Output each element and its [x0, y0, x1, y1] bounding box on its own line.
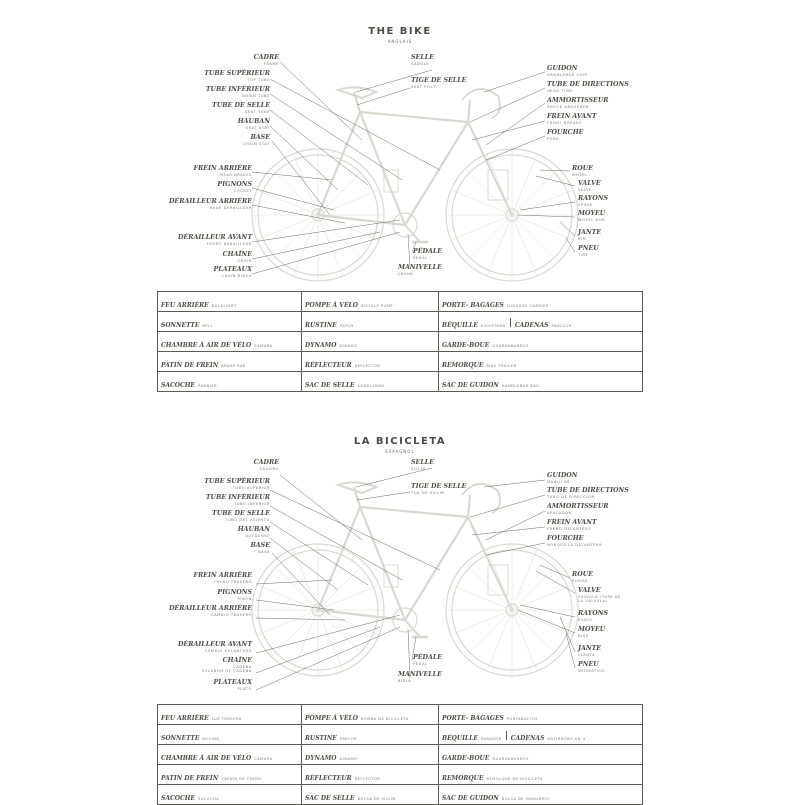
label-plateaux [214, 267, 252, 278]
term-fr: SAC DE SELLE [305, 795, 355, 802]
table-cell [302, 785, 439, 805]
table-cell [439, 745, 643, 765]
term-translation: LUGGAGE CARRIER [506, 304, 549, 308]
label-frein-arriere [193, 166, 252, 177]
label-fr: DÉRAILLEUR ARRIÈRE [168, 605, 252, 612]
term-translation: PADLOCK [551, 324, 572, 328]
label-pedale [413, 249, 442, 260]
label-translation: PEDAL [413, 255, 428, 260]
label-ammortisseur [547, 504, 609, 515]
label-frein-arriere [193, 573, 252, 584]
term-fr: BÉQUILLE [442, 735, 478, 742]
sheet-subtitle: ESPAGNOL [385, 449, 415, 454]
label-fr: ROUE [572, 571, 594, 578]
label-pignons [217, 182, 252, 193]
label-fr: FOURCHE [547, 129, 584, 136]
label-tige-de-selle [411, 78, 466, 89]
term-translation: BOCINA [202, 737, 220, 741]
term-fr: SAC DE SELLE [305, 382, 355, 389]
table-row [158, 705, 643, 725]
label-fr: PLATEAUX [213, 266, 252, 273]
label-fr: MANIVELLE [398, 264, 442, 271]
term-translation: CAMARA [254, 757, 273, 761]
label-fr: TUBE DE SELLE [212, 510, 270, 517]
label-fr: AMMORTISSEUR [547, 503, 609, 510]
label-fr: PÉDALE [413, 248, 443, 255]
term-fr: PORTE- BAGAGES [442, 715, 504, 722]
label-translation: MANILLAR [547, 479, 571, 484]
label-translation: LLANTA [578, 652, 596, 657]
term-fr: BÉQUILLE [442, 322, 478, 329]
table-cell [158, 352, 302, 372]
table-cell [158, 292, 302, 312]
label-cadre [254, 55, 279, 66]
table-cell [439, 785, 643, 805]
label-translation: REAR BRAKES [220, 172, 252, 177]
label-tube-superieur [204, 71, 270, 82]
label-fr: TUBE SUPÉRIEUR [204, 70, 270, 77]
label-translation: PIÑON [237, 596, 252, 601]
label-translation: FRONT BREAKS [547, 120, 582, 125]
label-fr: SELLE [411, 459, 435, 466]
label-fr: VALVE [578, 180, 601, 187]
label-translation: CUADRO [259, 466, 279, 471]
table-row [158, 745, 643, 765]
term-translation: LUZ TRASERA [211, 717, 242, 721]
term-fr: SACOCHE [161, 382, 196, 389]
label-fr: PIGNONS [217, 181, 252, 188]
glossary-table [157, 704, 643, 805]
label-fr: PIGNONS [217, 589, 252, 596]
label-translation: SHOCK ABSORBER [547, 104, 589, 109]
label-fr: TUBE INFÉRIEUR [205, 86, 270, 93]
label-manivelle [398, 672, 442, 683]
term-fr: FEU ARRIÈRE [161, 715, 209, 722]
label-fr: TUBE DE SELLE [212, 102, 270, 109]
label-fr: CHAÎNE [222, 657, 252, 664]
term-fr: SAC DE GUIDON [442, 382, 499, 389]
label-derailleur-arriere [169, 199, 252, 210]
sheet-english [0, 10, 800, 390]
term-translation: DINAMO [339, 757, 358, 761]
label-translation: NEUMATICO [578, 668, 605, 673]
term-fr: PORTE- BAGAGES [442, 302, 504, 309]
table-cell [302, 372, 439, 392]
term-fr: RUSTINE [305, 735, 337, 742]
term-fr: RÉFLECTEUR [305, 775, 352, 782]
term-fr: PATIN DE FREIN [161, 362, 219, 369]
label-roue [572, 166, 593, 177]
label-translation: RIM [578, 236, 587, 241]
label-fr: BASE [250, 134, 270, 141]
label-translation: BUJE [578, 633, 589, 638]
label-translation: QUEDANSE [245, 533, 270, 538]
label-translation: CRANK [398, 271, 414, 276]
label-fr: FREIN ARRIÈRE [193, 165, 252, 172]
term-fr: RÉFLECTEUR [305, 362, 352, 369]
label-translation: CHAIN STAY [242, 141, 270, 146]
label-translation: FRAME [263, 61, 279, 66]
label-chaine [202, 658, 252, 674]
label-translation: COCKET [233, 188, 252, 193]
label-translation: VALVULA (TAPA DE [578, 594, 622, 599]
term-translation: PARCHE [339, 737, 358, 741]
label-valve [578, 588, 621, 604]
term-fr: CADENAS [510, 735, 545, 742]
term-translation: HANDLEBAR BAG [501, 384, 540, 388]
label-translation: REAR DERAILLEUR [209, 205, 252, 210]
term-fr: GARDE-BOUE [442, 755, 490, 762]
label-fr: MANIVELLE [398, 671, 442, 678]
table-cell [302, 312, 439, 332]
label-fr: TUBE INFÉRIEUR [205, 494, 270, 501]
cell-divider [506, 731, 507, 740]
label-derailleur-avant [178, 642, 252, 653]
label-translation: SILLIN [411, 466, 426, 471]
label-fr: TUBE DE DIRECTIONS [547, 487, 629, 494]
term-fr: POMPE À VÉLO [305, 302, 358, 309]
table-cell [302, 765, 439, 785]
label-translation: CHAIN [237, 258, 252, 263]
label-fr: AMMORTISSEUR [547, 97, 609, 104]
term-translation: BOMBA DE BICICLETA [360, 717, 409, 721]
label-fr: DÉRAILLEUR AVANT [177, 234, 252, 241]
label-fr: DÉRAILLEUR ARRIÈRE [168, 198, 252, 205]
label-fourche [547, 130, 583, 141]
term-translation: ZAPATA DE FRENO [221, 777, 262, 781]
label-translation: BASE [258, 549, 270, 554]
label-fourche [547, 536, 602, 547]
label-frein-avant [547, 114, 597, 125]
label-valve [578, 181, 601, 192]
label-pignons [217, 590, 252, 601]
label-fr: HAUBAN [237, 118, 270, 125]
label-rayons [578, 196, 608, 207]
term-fr: CADENAS [514, 322, 549, 329]
label-guidon [547, 473, 578, 484]
label-translation: WHEEL [572, 172, 588, 177]
table-cell [302, 332, 439, 352]
table-cell [158, 765, 302, 785]
glossary-table [157, 291, 643, 392]
term-fr: REMORQUE [442, 775, 484, 782]
term-fr: SONNETTE [161, 322, 200, 329]
label-jante [578, 230, 601, 241]
label-translation: RADIO [578, 617, 593, 622]
table-cell [158, 785, 302, 805]
table-cell [439, 372, 643, 392]
label-selle [411, 460, 434, 471]
cell-divider [510, 318, 511, 327]
table-cell [439, 312, 643, 332]
label-fr: FOURCHE [547, 535, 584, 542]
term-fr: REMORQUE [442, 362, 484, 369]
label-fr: JANTE [578, 645, 602, 652]
term-translation: SACOCHA [198, 797, 220, 801]
label-fr: DÉRAILLEUR AVANT [177, 641, 252, 648]
term-translation: REMOLQUE DE BICICLETA [486, 777, 543, 781]
term-translation: KICKSTAND [480, 324, 506, 328]
label-fr: RAYONS [578, 195, 609, 202]
sheet-subtitle: ANGLAIS [387, 39, 413, 44]
sheet-title: THE BIKE [368, 26, 432, 37]
term-translation: REFLECTOR [354, 777, 381, 781]
label-translation: SEAT POST [411, 84, 436, 89]
table-cell [158, 745, 302, 765]
label-translation: RUEDA [572, 578, 588, 583]
label-fr: PNEU [578, 661, 599, 668]
term-fr: SACOCHE [161, 795, 196, 802]
table-cell [158, 312, 302, 332]
label-translation: FRONT DERAILLEUR [206, 241, 252, 246]
label-hauban [238, 119, 270, 130]
label-base [250, 543, 270, 554]
table-cell [439, 332, 643, 352]
label-translation: PEDAL [413, 661, 428, 666]
term-translation: BIKE TRAILER [486, 364, 517, 368]
label-fr: CADRE [253, 54, 279, 61]
label-translation: FRENO DELANTERO [547, 526, 592, 531]
label-fr: BASE [250, 542, 270, 549]
table-cell [439, 292, 643, 312]
label-translation: TIJA DE SILLIN [411, 490, 445, 495]
term-translation: PATCH [339, 324, 354, 328]
label-translation: SADDLE [411, 61, 430, 66]
label-tube-de-selle [212, 511, 270, 522]
term-translation: BOLSA DE MANUBRIO [501, 797, 550, 801]
label-ammortisseur [547, 98, 609, 109]
label-translation: TUBO DEL ASIENTO [225, 517, 270, 522]
label-translation: PLATO [237, 686, 252, 691]
label-jante [578, 646, 601, 657]
label-pneu [578, 246, 599, 257]
table-cell [439, 705, 643, 725]
label-fr: TIGE DE SELLE [411, 483, 467, 490]
term-fr: CHAMBRE À AIR DE VÉLO [161, 755, 252, 762]
term-translation: PANNIER [198, 384, 218, 388]
label-tube-de-selle [212, 103, 270, 114]
table-cell [439, 725, 643, 745]
term-fr: FEU ARRIÈRE [161, 302, 209, 309]
term-translation: DINAMO [339, 344, 358, 348]
label-fr: MOYEU [578, 210, 606, 217]
label-fr: RAYONS [578, 610, 609, 617]
term-translation: CAMARA [254, 344, 273, 348]
label-rayons [578, 611, 608, 622]
table-cell [302, 725, 439, 745]
label-chaine [223, 252, 252, 263]
term-translation: PARADOR [480, 737, 502, 741]
label-translation: WHEEL HUB [578, 217, 606, 222]
term-fr: PATIN DE FREIN [161, 775, 219, 782]
label-roue [572, 572, 593, 583]
label-fr: CADRE [253, 459, 279, 466]
term-translation: GUARDABARROS [492, 757, 529, 761]
label-translation: FORK [547, 136, 560, 141]
term-translation: BOLSA DE SILLIN [357, 797, 396, 801]
label-tube-superieur [204, 479, 270, 490]
term-fr: CHAMBRE À AIR DE VÉLO [161, 342, 252, 349]
table-cell [158, 705, 302, 725]
label-fr: ROUE [572, 165, 594, 172]
term-translation: BICYCLE PUMP [360, 304, 393, 308]
table-cell [302, 292, 439, 312]
label-fr: SELLE [411, 54, 435, 61]
table-cell [158, 372, 302, 392]
label-fr: FREIN AVANT [547, 519, 597, 526]
label-translation: CADENA [233, 664, 252, 669]
term-translation: BACKLIGHT [211, 304, 237, 308]
term-fr: SAC DE GUIDON [442, 795, 499, 802]
label-tube-inferieur [206, 495, 270, 506]
term-translation: BELL [202, 324, 214, 328]
label-tige-de-selle [411, 484, 466, 495]
label-fr: GUIDON [547, 65, 578, 72]
label-derailleur-arriere [169, 606, 252, 617]
term-fr: SONNETTE [161, 735, 200, 742]
label-translation: TOP TUBE [247, 77, 270, 82]
label-fr: FREIN ARRIÈRE [193, 572, 252, 579]
table-row [158, 372, 643, 392]
label-fr: JANTE [578, 229, 602, 236]
label-base [243, 135, 270, 146]
table-row [158, 292, 643, 312]
table-row [158, 765, 643, 785]
label-fr: PNEU [578, 245, 599, 252]
label-frein-avant [547, 520, 597, 531]
table-row [158, 725, 643, 745]
label-fr: VALVE [578, 587, 601, 594]
label-moyeu [578, 627, 605, 638]
table-cell [302, 745, 439, 765]
label-translation: APACADOR [547, 510, 572, 515]
label-fr: MOYEU [578, 626, 606, 633]
term-fr: GARDE-BOUE [442, 342, 490, 349]
table-row [158, 352, 643, 372]
label-fr: FREIN AVANT [547, 113, 597, 120]
term-translation: SADDLEBAG [357, 384, 385, 388]
term-translation: GUARDABARROS [492, 344, 529, 348]
term-fr: POMPE À VÉLO [305, 715, 358, 722]
label-translation: CHAIN RINGS [221, 273, 252, 278]
label-pedale [413, 655, 442, 666]
label-translation: DOWN TUBE [242, 93, 270, 98]
label-fr: PÉDALE [413, 654, 443, 661]
label-translation: HEAD TUBE [547, 88, 574, 93]
label-fr: TIGE DE SELLE [411, 77, 467, 84]
label-moyeu [578, 211, 605, 222]
table-cell [302, 352, 439, 372]
label-plateaux [214, 680, 252, 691]
label-translation: TUBO SUPERIOR [232, 485, 270, 490]
label-manivelle [398, 265, 442, 276]
term-translation: BRAKE PAD [221, 364, 246, 368]
term-fr: DYNAMO [305, 755, 337, 762]
table-cell [302, 705, 439, 725]
term-fr: RUSTINE [305, 322, 337, 329]
table-row [158, 785, 643, 805]
label-translation: CAMBIO TRASERO [211, 612, 252, 617]
label-translation: VALVE [578, 187, 593, 192]
label-hauban [238, 527, 270, 538]
term-translation: ANTIRROBO EN U [547, 737, 586, 741]
label-translation: HANDLEBAR CHIP [547, 72, 588, 77]
term-translation: REFLECTOR [354, 364, 381, 368]
label-fr: PLATEAUX [213, 679, 252, 686]
table-cell [439, 765, 643, 785]
label-guidon [547, 66, 587, 77]
label-translation: SEAT STAY [245, 125, 270, 130]
label-translation-extra: LA VALVULA) [578, 599, 608, 604]
label-translation-extra: ESLABON DE CADENA [202, 669, 252, 674]
table-cell [439, 352, 643, 372]
label-derailleur-avant [178, 235, 252, 246]
label-translation: BIELA [398, 678, 412, 683]
label-fr: GUIDON [547, 472, 578, 479]
label-fr: TUBE DE DIRECTIONS [547, 81, 629, 88]
label-translation: CAMBIO DELANTERO [204, 648, 252, 653]
table-row [158, 332, 643, 352]
label-tube-de-directions [547, 488, 629, 499]
label-translation: TUBO DE DIRECCIÓN [547, 494, 595, 499]
label-translation: FRENO TRASERO [213, 579, 252, 584]
label-translation: SEAT TUBE [244, 109, 270, 114]
term-translation: PORTABULTOS [506, 717, 538, 721]
label-fr: TUBE SUPÉRIEUR [204, 478, 270, 485]
label-selle [411, 55, 434, 66]
label-pneu [578, 662, 605, 673]
label-translation: SPOKE [578, 202, 593, 207]
table-row [158, 312, 643, 332]
label-fr: HAUBAN [237, 526, 270, 533]
label-translation: HORQUILLA DELANTERA [547, 542, 603, 547]
label-translation: TUBO INFERIOR [234, 501, 270, 506]
label-fr: CHAÎNE [222, 251, 252, 258]
term-fr: DYNAMO [305, 342, 337, 349]
table-cell [158, 725, 302, 745]
label-cadre [254, 460, 279, 471]
sheet-spanish [0, 420, 800, 800]
sheet-title: LA BICICLETA [353, 436, 447, 447]
label-translation: TIRE [578, 252, 589, 257]
table-cell [158, 332, 302, 352]
label-tube-de-directions [547, 82, 629, 93]
label-tube-inferieur [206, 87, 270, 98]
